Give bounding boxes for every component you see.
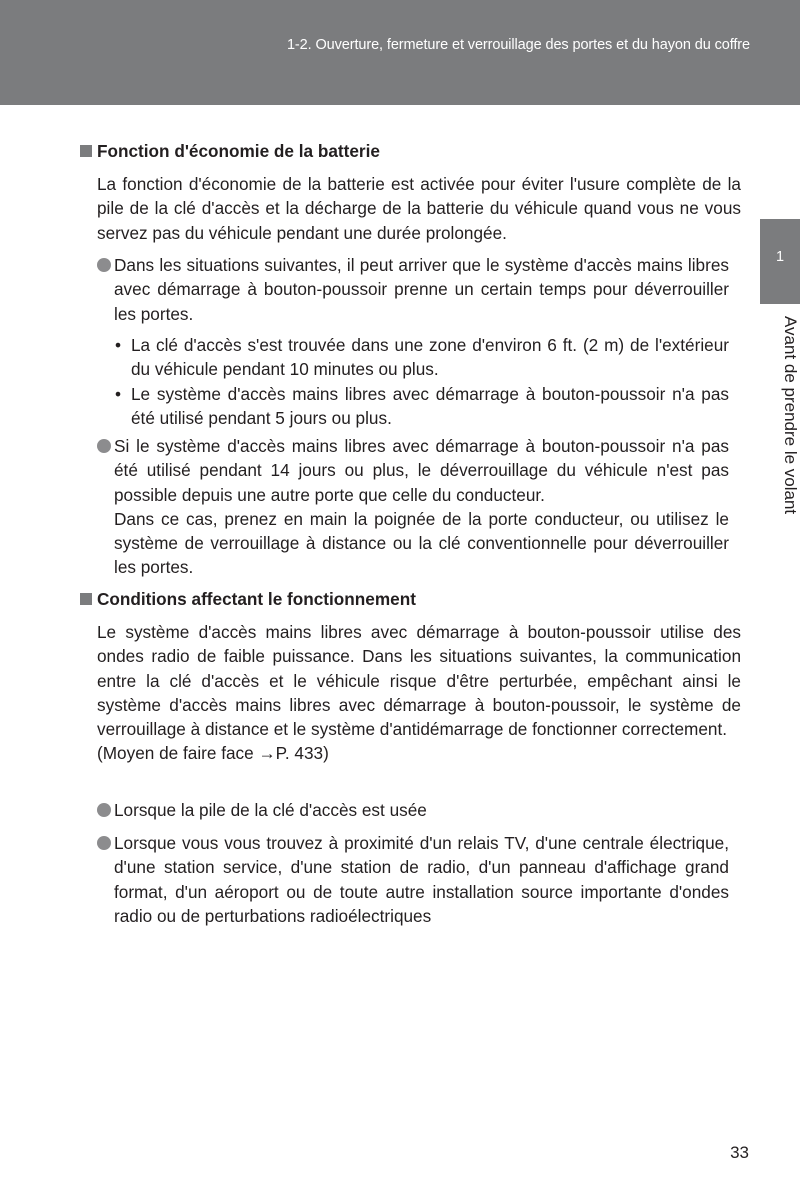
chapter-number: 1: [775, 249, 785, 265]
sub-list-item: [115, 382, 729, 431]
page-reference: (Moyen de faire face →P. 433): [97, 743, 329, 764]
heading-square-icon: [80, 593, 92, 605]
list-item-text: Lorsque vous vous trouvez à proximité d'un relais TV, d'une centrale électrique, d'une station service, d'une station de radio, d'un panneau d'affichage grand format, d'un aéroport ou de toute autre installation source importante d'ondes radio ou de perturbations radioélectriques: [114, 833, 729, 926]
sub-list-item: [115, 333, 729, 382]
bullet-dot-icon: [97, 258, 111, 272]
heading-square-icon: [80, 145, 92, 157]
list-item-text: Lorsque la pile de la clé d'accès est usée: [114, 800, 427, 820]
section-heading-battery-saver: [80, 141, 380, 162]
section-heading-text: Conditions affectant le fonctionnement: [97, 589, 416, 609]
section-heading-text: Fonction d'économie de la batterie: [97, 141, 380, 161]
sub-bullet-marker: •: [115, 335, 122, 355]
bullet-dot-icon: [97, 803, 111, 817]
sub-list-item-text: Le système d'accès mains libres avec démarrage à bouton-poussoir n'a pas été utilisé pendant 5 jours ou plus.: [131, 384, 729, 429]
list-item: [114, 253, 729, 326]
list-item-text: Si le système d'accès mains libres avec démarrage à bouton-poussoir n'a pas été utilisé pendant 14 jours ou plus, le déverrouillage du véhicule n'est pas possible depuis une autre porte que celle du conducteur.: [114, 436, 729, 505]
list-item: [114, 798, 729, 822]
bullet-dot-icon: [97, 836, 111, 850]
battery-saver-intro: La fonction d'économie de la batterie est activée pour éviter l'usure complète de la pile de la clé d'accès et la décharge de la batterie du véhicule quand vous ne vous servez pas du véhicule pendant une durée prolongée.: [97, 174, 741, 243]
page-number: 33: [730, 1143, 749, 1162]
operating-conditions-intro: [97, 620, 741, 766]
chapter-title: 1-2. Ouverture, fermeture et verrouillage des portes et du hayon du coffre: [286, 37, 750, 53]
operating-conditions-text: Le système d'accès mains libres avec démarrage à bouton-poussoir utilise des ondes radio de faible puissance. Dans les situations suivantes, la communication entre la clé d'accès et le véhicule risque d'être perturbée, empêchant ainsi le système d'accès mains libres avec démarrage à bouton-poussoir, le système de verrouillage à distance et le système d'antidémarrage de fonctionner correctement.: [97, 622, 741, 740]
list-item: [114, 831, 729, 928]
sub-list-item-text: La clé d'accès s'est trouvée dans une zone d'environ 6 ft. (2 m) de l'extérieur du véhicule pendant 10 minutes ou plus.: [131, 335, 729, 380]
sub-bullet-marker: •: [115, 384, 122, 404]
list-item-continuation: Dans ce cas, prenez en main la poignée de la porte conducteur, ou utilisez le système de verrouillage à distance ou la clé conventionnelle pour déverrouiller les portes.: [114, 508, 729, 578]
list-item: [114, 434, 729, 580]
chapter-tab: [760, 219, 800, 304]
chapter-side-label: Avant de prendre le volant: [781, 316, 800, 515]
bullet-dot-icon: [97, 439, 111, 453]
list-item-text: Dans les situations suivantes, il peut arriver que le système d'accès mains libres avec démarrage à bouton-poussoir prenne un certain temps pour déverrouiller les portes.: [114, 255, 729, 324]
section-heading-operating-conditions: [80, 589, 416, 610]
